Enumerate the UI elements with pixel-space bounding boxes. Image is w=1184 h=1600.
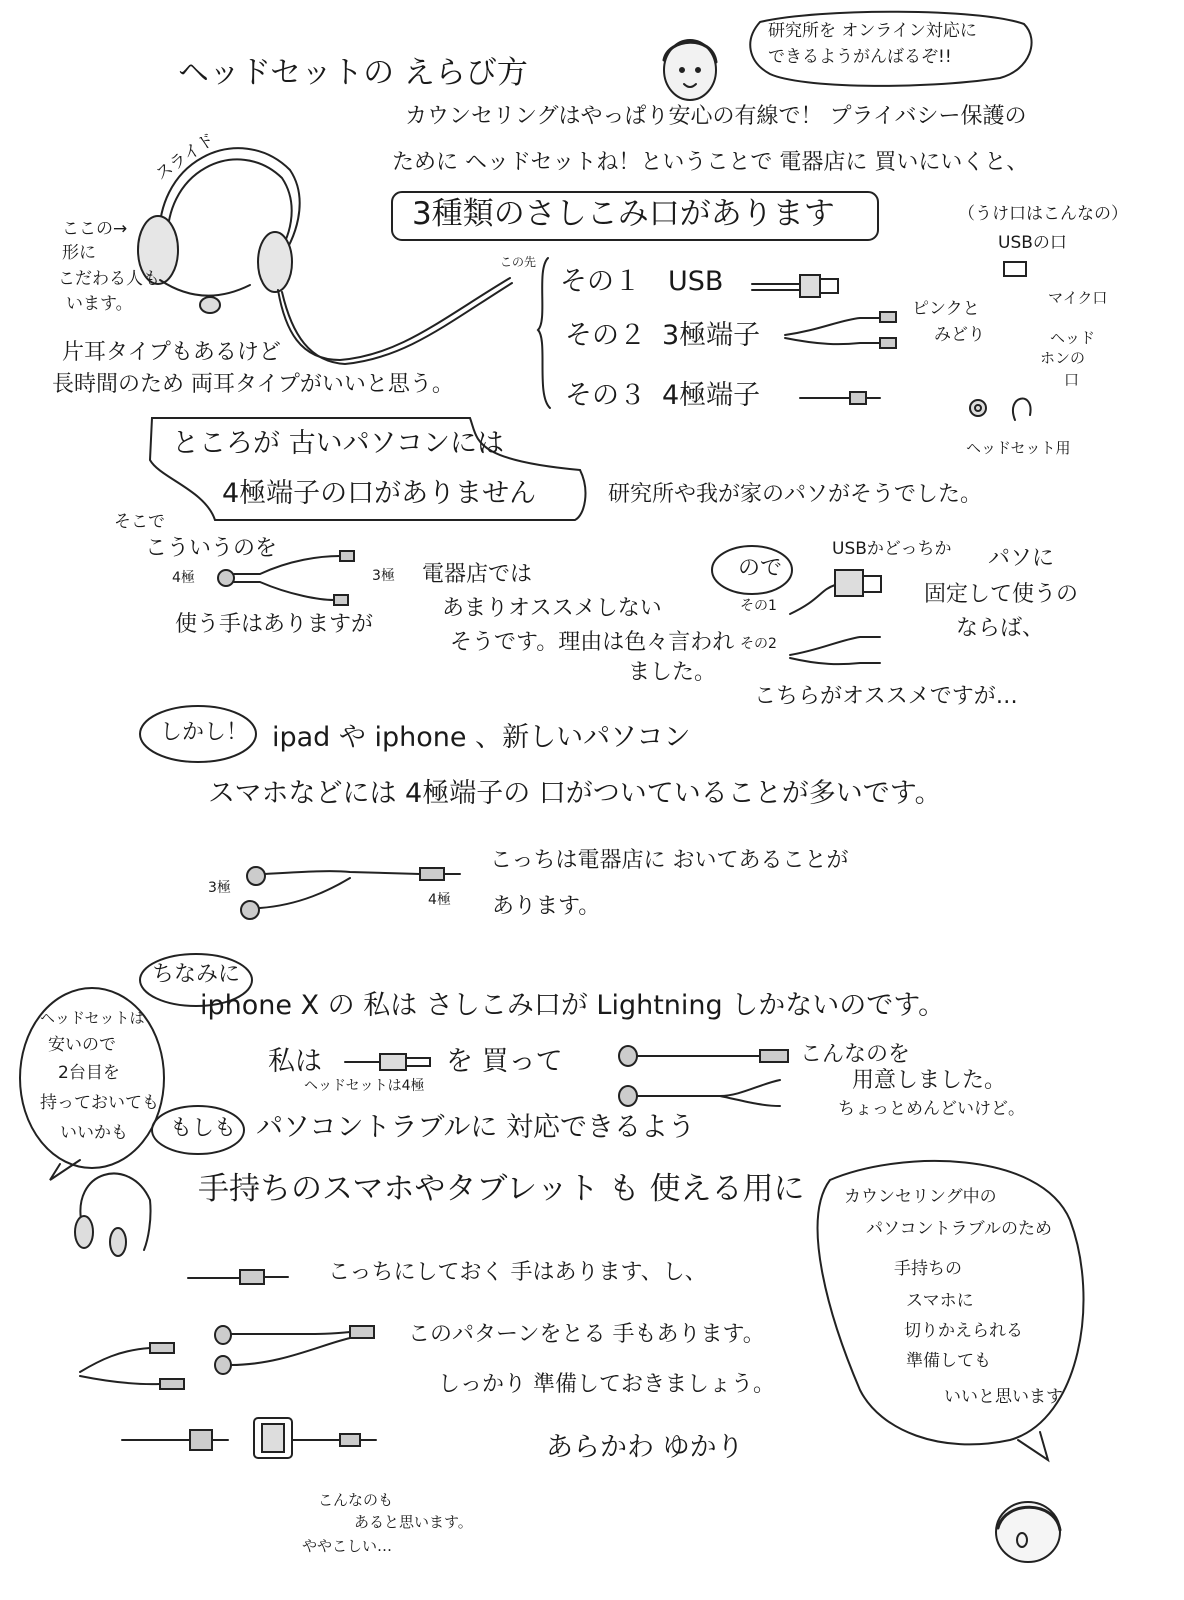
node-side-3: ならば、 xyxy=(956,616,1045,641)
bottom-note-2: あると思います。 xyxy=(354,1513,473,1531)
intro-line-2: ために ヘッドセットね！ということで 電器店に 買いにいくと、 xyxy=(392,150,1029,175)
incidentally-label: ちなみに xyxy=(152,962,241,987)
ear-note-1: 片耳タイプもあるけど xyxy=(62,340,281,365)
adapter-line-2: 使う手はありますが xyxy=(175,612,374,637)
shape-note-1: ここの→ xyxy=(62,219,128,239)
speech-top-line-1: 研究所を オンライン対応に xyxy=(768,21,977,41)
headset-four-note: ヘッドセットは4極 xyxy=(304,1078,425,1094)
bought-b: を 買って xyxy=(446,1046,563,1077)
incidentally-line: iphone X の 私は さしこみ口が Lightning しかないのです。 xyxy=(200,990,946,1021)
left-bubble-4: 持っておいても xyxy=(40,1093,159,1113)
right-bubble-2: パソコントラブルのため xyxy=(866,1219,1052,1239)
receptacle-phone-1: ヘッド xyxy=(1050,329,1096,347)
left-bubble-2: 安いので xyxy=(48,1035,116,1055)
right-bubble-7: いいと思います xyxy=(944,1387,1063,1407)
lightning-chain-illustration xyxy=(619,1046,788,1106)
adapter-prefix: そこで xyxy=(114,512,165,532)
bought-a: 私は xyxy=(268,1046,322,1077)
type-1-name: USB xyxy=(668,266,724,297)
type-1-number: その１ xyxy=(560,266,641,297)
old-pc-line-1: ところが 古いパソコンには xyxy=(172,428,505,459)
left-bubble-5: いいかも xyxy=(60,1123,128,1143)
right-bubble-1: カウンセリング中の xyxy=(844,1187,997,1207)
signature: あらかわ ゆかり xyxy=(546,1432,744,1463)
moshimo-opt2: このパターンをとる 手もあります。 xyxy=(408,1322,765,1347)
prepared-1: こんなのを xyxy=(800,1042,911,1067)
headline: 3種類のさしこみ口があります xyxy=(412,196,835,232)
face-top-illustration xyxy=(664,40,716,100)
rev-three: 3極 xyxy=(208,880,231,896)
old-pc-line-2: 4極端子の口がありません xyxy=(222,478,537,509)
store-note-3: そうです。理由は色々言われ xyxy=(450,630,735,655)
receptacle-title: （うけ口はこんなの） xyxy=(958,204,1128,224)
adapter-four: 4極 xyxy=(172,570,195,586)
receptacle-usb: USBの口 xyxy=(998,233,1067,253)
node-rec: こちらがオススメですが… xyxy=(754,684,1018,709)
store-note-4: ました。 xyxy=(628,660,717,685)
right-bubble-4: スマホに xyxy=(906,1291,974,1311)
prepared-3: ちょっとめんどいけど。 xyxy=(838,1099,1025,1119)
node-side-1: パソに xyxy=(988,546,1055,571)
receptacle-headset: ヘッドセット用 xyxy=(966,439,1071,457)
however-line-2: スマホなどには 4極端子の 口がついていることが多いです。 xyxy=(208,778,942,809)
adapter-three: 3極 xyxy=(372,568,395,584)
speech-top-line-2: できるようがんばるぞ!! xyxy=(768,47,952,67)
type-2-number: その２ xyxy=(565,320,646,351)
slide-label: スライド xyxy=(151,129,219,185)
split-adapter-illustration xyxy=(80,1326,374,1389)
receptacle-phone-3: 口 xyxy=(1064,371,1080,389)
rev-four: 4極 xyxy=(428,892,451,908)
left-bubble-1: ヘッドセットは xyxy=(40,1009,145,1027)
three-pole-plug-illustration xyxy=(785,312,896,348)
bottom-note-1: こんなのも xyxy=(318,1491,394,1509)
moshimo-line-2: 手持ちのスマホやタブレット も 使える用に xyxy=(198,1171,805,1207)
right-bubble-3: 手持ちの xyxy=(894,1259,962,1279)
usb-plug-illustration xyxy=(752,275,838,297)
however-label: しかし！ xyxy=(160,720,249,745)
moshimo-prepare: しっかり 準備しておきましょう。 xyxy=(438,1372,775,1397)
node-s2: その2 xyxy=(740,636,777,652)
rev-note-2: あります。 xyxy=(492,894,601,919)
shape-note-3: こだわる人も xyxy=(58,269,160,289)
page-title: ヘッドセットの えらび方 xyxy=(178,55,528,91)
node-line-1: USBかどっちか xyxy=(832,539,952,559)
rev-note-1: こっちは電器店に おいてあることが xyxy=(490,848,849,873)
node-label: ので xyxy=(738,556,783,581)
tip-label: この先 xyxy=(500,255,537,269)
receptacle-mic: マイク口 xyxy=(1048,289,1108,307)
adapter-line-1: こういうのを xyxy=(145,536,278,561)
pink-green-1: ピンクと xyxy=(912,299,980,319)
shape-note-4: います。 xyxy=(66,294,133,314)
moshimo-opt1: こっちにしておく 手はあります、し、 xyxy=(328,1260,707,1285)
bottom-note-3: ややこしい… xyxy=(302,1537,393,1555)
type-3-name: 4極端子 xyxy=(662,380,761,411)
type-2-name: 3極端子 xyxy=(662,320,761,351)
right-bubble-6: 準備しても xyxy=(906,1351,991,1371)
moshimo-label: もしも xyxy=(170,1116,237,1141)
however-line-1: ipad や iphone 、新しいパソコン xyxy=(272,722,691,753)
node-s1: その1 xyxy=(740,598,777,614)
intro-line-1: カウンセリングはやっぱり安心の有線で！ プライバシー保護の xyxy=(405,104,1027,129)
prepared-2: 用意しました。 xyxy=(852,1068,1007,1093)
ear-note-2: 長時間のため 両耳タイプがいいと思う。 xyxy=(52,372,454,397)
left-bubble-3: 2台目を xyxy=(58,1063,120,1083)
moshimo-line-1: パソコントラブルに 対応できるよう xyxy=(256,1112,695,1143)
pink-green-2: みどり xyxy=(934,325,985,345)
node-side-2: 固定して使うの xyxy=(924,582,1079,607)
type-3-number: その３ xyxy=(565,380,646,411)
old-pc-note: 研究所や我が家のパソがそうでした。 xyxy=(608,482,983,507)
store-note-2: あまりオススメしない xyxy=(442,596,662,621)
right-bubble-5: 切りかえられる xyxy=(904,1321,1023,1341)
store-note-1: 電器店では xyxy=(422,562,533,587)
shape-note-2: 形に xyxy=(62,243,96,263)
receptacle-phone-2: ホンの xyxy=(1040,349,1086,367)
headset-illustration xyxy=(138,148,512,364)
